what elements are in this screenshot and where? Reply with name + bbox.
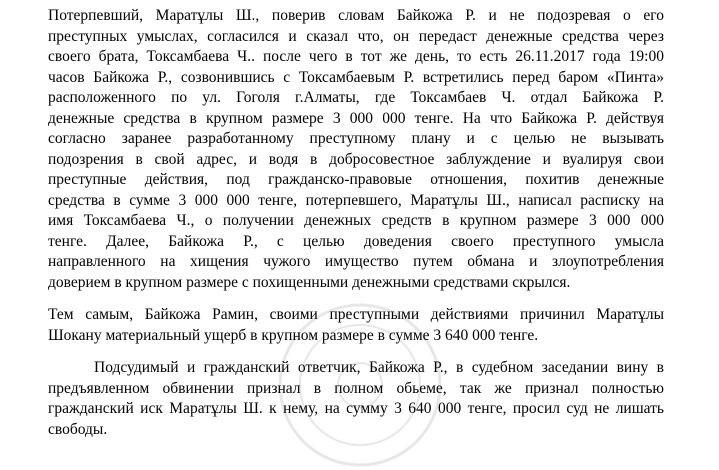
paragraph-1-line-14: доверием в крупном размере с похищенными денежными средствами скрылся. — [48, 273, 571, 291]
paragraph-3-line-3: гражданский иск Маратұлы Ш. к нему, на сумму 3 640 000 тенге, просил суд не лишать — [48, 400, 664, 417]
paragraph-1-line-2: преступных умыслах, согласился и сказал что, он передаст денежные средства через — [48, 27, 664, 45]
paragraph-1-line-4: часов Байкожа Р., созвонившись с Токсамбаевым Р. встретились перед баром «Пинта» — [48, 68, 664, 86]
paragraph-1-line-10: средства в сумме 3 000 000 тенге, потерпевшего, Маратұлы Ш., написал расписку на — [48, 191, 664, 209]
paragraph-1-line-1: Потерпевший, Маратұлы Ш., поверив словам Байкожа Р. и не подозревая о его — [48, 7, 664, 24]
paragraph-3-line-1: Подсудимый и гражданский ответчик, Байкожа Р., в судебном заседании вину в — [94, 359, 664, 376]
paragraph-1-line-13: направленного на хищения чужого имущество путем обмана и злоупотребления — [48, 253, 664, 270]
paragraph-3-line-2: предъявленном обвинении признал в полном обьеме, так же признал полностью — [48, 379, 664, 397]
paragraph-3-line-4: свободы. — [48, 420, 108, 438]
paragraph-1-line-3: своего брата, Токсамбаева Ч.. после чего в тот же день, то есть 26.11.2017 года 19:00 — [48, 48, 664, 65]
paragraph-1-line-12: тенге. Далее, Байкожа Р., с целью доведения своего преступного умысла — [48, 232, 664, 250]
paragraph-1-line-9: преступные действия, под гражданско-правовые отношения, похитив денежные — [48, 171, 664, 188]
paragraph-2-line-2: Шокану материальный ущерб в крупном размере в сумме 3 640 000 тенге. — [48, 326, 539, 344]
paragraph-1-line-8: подозрения в свой адрес, и водя в добросовестное заблуждение и вуалируя свои — [48, 150, 664, 168]
paragraph-2-line-1: Тем самым, Байкожа Рамин, своими преступными действиями причинил Маратұлы — [48, 306, 664, 323]
paragraph-1-line-11: имя Токсамбаева Ч., о получении денежных средств в крупном размере 3 000 000 — [48, 212, 664, 229]
paragraph-1-line-6: денежные средства в крупном размере 3 000 000 тенге. На что Байкожа Р. действуя — [48, 109, 664, 127]
paragraph-1-line-7: согласно заранее разработанному преступному плану и с целью не вызывать — [48, 130, 664, 147]
paragraph-1-line-5: расположенного по ул. Гоголя г.Алматы, где Токсамбаев Ч. отдал Байкожа Р. — [48, 89, 664, 106]
